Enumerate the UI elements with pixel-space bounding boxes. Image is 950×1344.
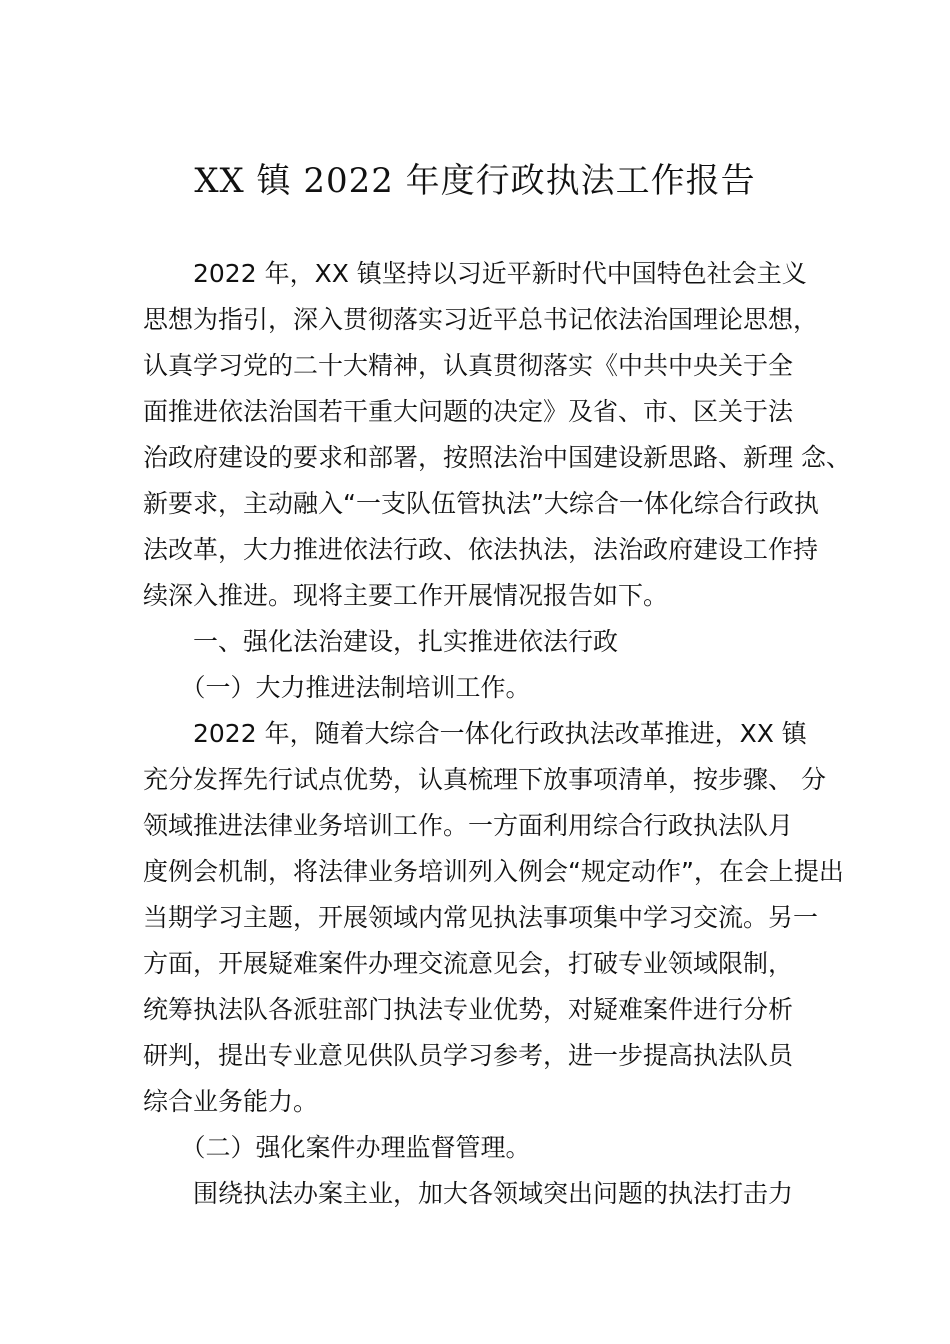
body-line: 新要求，主动融入“一支队伍管执法”大综合一体化综合行政执 [143, 489, 819, 518]
subsection-heading: （二）强化案件办理监督管理。 [143, 1133, 531, 1162]
body-line: 2022 年，随着大综合一体化行政执法改革推进，XX 镇 [143, 719, 807, 748]
section-heading: 一、强化法治建设，扎实推进依法行政 [143, 627, 619, 656]
body-line: 领域推进法律业务培训工作。一方面利用综合行政执法队月 [143, 811, 794, 840]
document-title: XX 镇 2022 年度行政执法工作报告 [194, 161, 756, 201]
body-line: 面推进依法治国若干重大问题的决定》及省、市、区关于法 [143, 397, 794, 426]
body-line: 法改革，大力推进依法行政、依法执法，法治政府建设工作持 [143, 535, 819, 564]
body-line: 围绕执法办案主业，加大各领域突出问题的执法打击力 [143, 1179, 794, 1208]
body-line: 统筹执法队各派驻部门执法专业优势，对疑难案件进行分析 [143, 995, 794, 1024]
body-line: 当期学习主题，开展领域内常见执法事项集中学习交流。另一 [143, 903, 819, 932]
body-line: 充分发挥先行试点优势，认真梳理下放事项清单，按步骤、 分 [143, 765, 826, 794]
body-line: 度例会机制，将法律业务培训列入例会“规定动作”，在会上提出 [143, 857, 844, 886]
body-line: 2022 年，XX 镇坚持以习近平新时代中国特色社会主义 [143, 259, 807, 288]
body-line: 认真学习党的二十大精神，认真贯彻落实《中共中央关于全 [143, 351, 794, 380]
body-line: 续深入推进。现将主要工作开展情况报告如下。 [143, 581, 669, 610]
body-line: 综合业务能力。 [143, 1087, 319, 1116]
body-line: 治政府建设的要求和部署，按照法治中国建设新思路、新理 念、 [143, 443, 851, 472]
body-line: 方面，开展疑难案件办理交流意见会，打破专业领域限制， [143, 949, 794, 978]
body-line: 研判，提出专业意见供队员学习参考，进一步提高执法队员 [143, 1041, 794, 1070]
subsection-heading: （一）大力推进法制培训工作。 [143, 673, 531, 702]
body-line: 思想为指引，深入贯彻落实习近平总书记依法治国理论思想， [143, 305, 819, 334]
